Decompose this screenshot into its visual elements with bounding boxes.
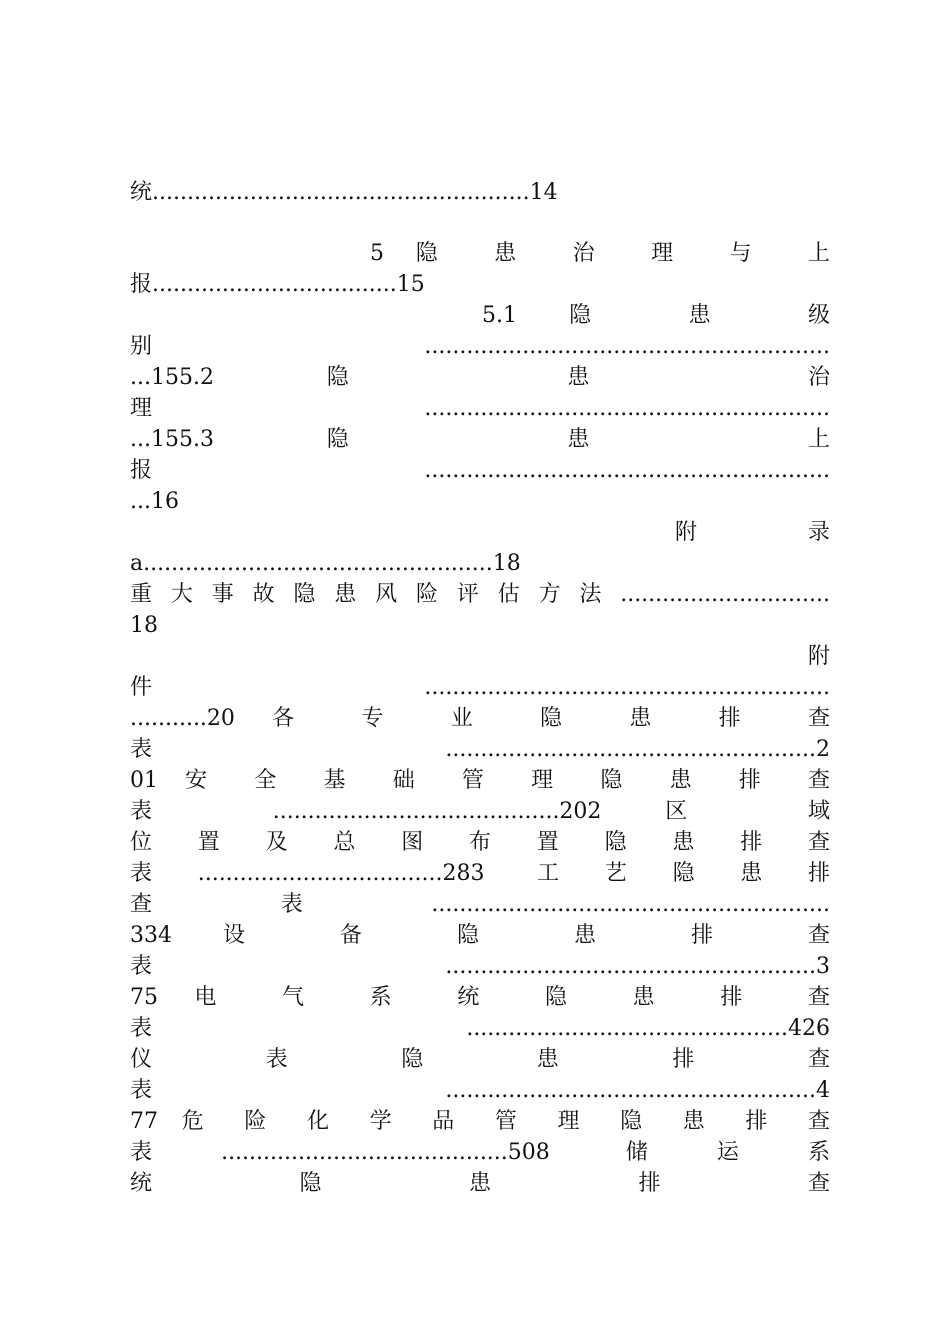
- toc-line: 334 设 备 隐 患 排 查: [130, 923, 830, 948]
- blank-line: [130, 208, 830, 238]
- toc-line: 统 隐 患 排 查: [130, 1171, 830, 1196]
- toc-line: 附 录: [675, 520, 830, 545]
- toc-line: 01 安 全 基 础 管 理 隐 患 排 查: [130, 768, 830, 793]
- toc-line: 件..........................................................: [130, 675, 830, 700]
- table-of-contents: [130, 177, 830, 1199]
- toc-line: 位 置 及 总 图 布 置 隐 患 排 查: [130, 830, 830, 855]
- toc-line: 别..........................................................: [130, 334, 830, 359]
- toc-line: 75 电 气 系 统 隐 患 排 查: [130, 985, 830, 1010]
- toc-line: 重大事故隐患风险评估方法..............................: [130, 582, 830, 607]
- toc-line: 报..........................................................: [130, 458, 830, 483]
- toc-line: 仪 表 隐 患 排 查: [130, 1047, 830, 1072]
- toc-line: ...........20 各 专 业 隐 患 排 查: [130, 706, 830, 731]
- toc-line: 表.........................................508 储运系: [130, 1140, 830, 1165]
- toc-line: 5 隐 患 治 理 与 上: [370, 241, 830, 266]
- toc-line: 查表.........................................................: [130, 892, 830, 917]
- toc-line: 表 ..............................................426: [130, 1016, 830, 1041]
- toc-line: 统......................................................14: [130, 180, 558, 205]
- toc-line: 5.1 隐 患 级: [482, 303, 830, 328]
- toc-line: 表 .........................................202 区 域: [130, 799, 830, 824]
- toc-line: 附: [807, 644, 830, 669]
- toc-line: ...155.2 隐 患 治: [130, 365, 830, 390]
- toc-line: ...16: [130, 489, 179, 514]
- toc-line: 表...................................283 工艺隐患排: [130, 861, 830, 886]
- toc-line: 77 危 险 化 学 品 管 理 隐 患 排 查: [130, 1109, 830, 1134]
- toc-line: 18: [130, 613, 158, 638]
- toc-line: 表.....................................................3: [130, 954, 830, 979]
- toc-line: 表.....................................................2: [130, 737, 830, 762]
- toc-line: ...155.3 隐 患 上: [130, 427, 830, 452]
- toc-line: 表.....................................................4: [130, 1078, 830, 1103]
- toc-line: 理..........................................................: [130, 396, 830, 421]
- toc-line: 报...................................15: [130, 272, 425, 297]
- toc-line: a..................................................18: [130, 551, 521, 576]
